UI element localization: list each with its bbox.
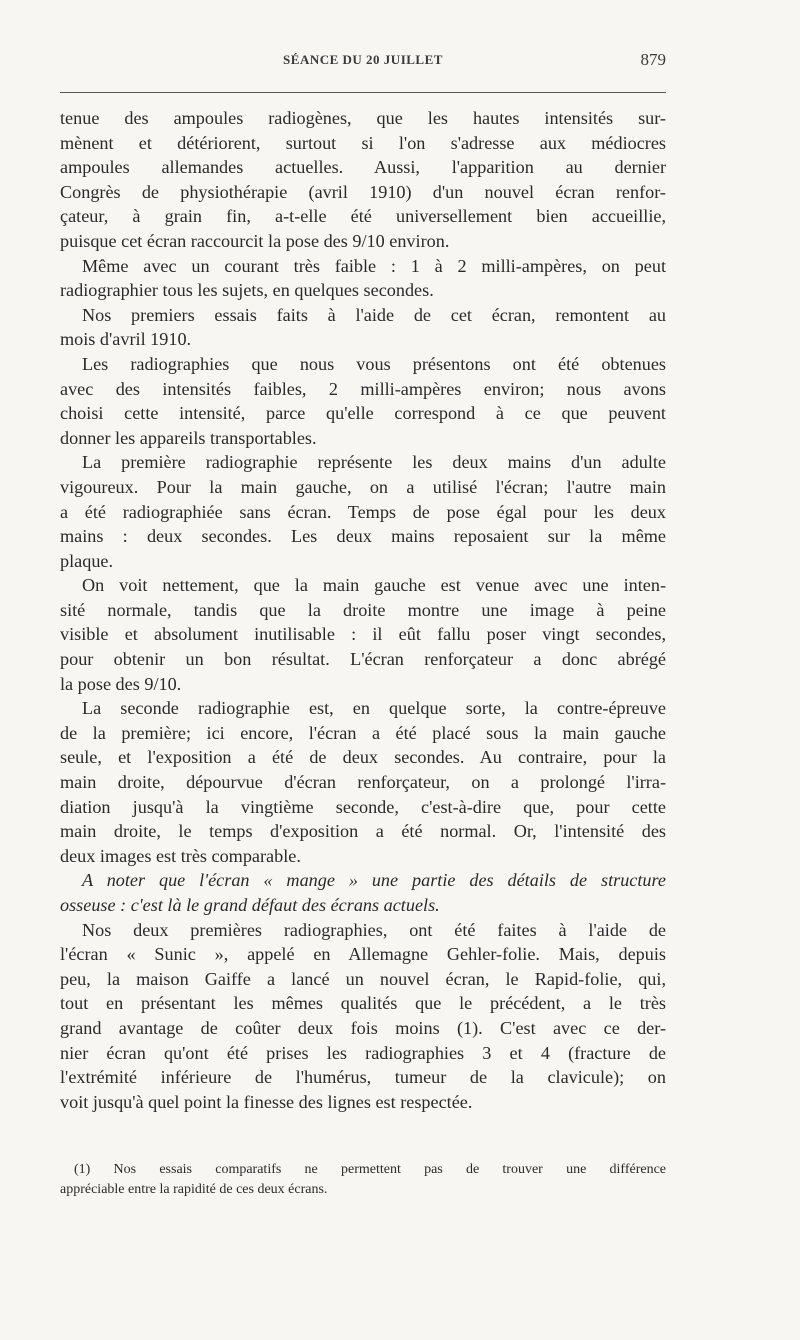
text-line: grand avantage de coûter deux fois moins (1). C'est avec ce der- [60,1017,666,1038]
body-text [60,106,666,1114]
text-line: peu, la maison Gaiffe a lancé un nouvel écran, le Rapid-folie, qui, [60,968,666,989]
text-line: Nos premiers essais faits à l'aide de cet écran, remontent au [82,304,666,325]
text-line: Même avec un courant très faible : 1 à 2 milli-ampères, on peut [82,255,666,276]
text-line: avec des intensités faibles, 2 milli-ampères environ; nous avons [60,378,666,399]
footnote [60,1160,666,1200]
text-line: mains : deux secondes. Les deux mains reposaient sur la même [60,526,666,547]
text-line: pour obtenir un bon résultat. L'écran renforçateur a donc abrégé [60,649,666,670]
text-line: puisque cet écran raccourcit la pose des 9/10 environ. [60,230,450,251]
text-line: On voit nettement, que la main gauche est venue avec une inten- [82,575,666,596]
text-line: l'écran « Sunic », appelé en Allemagne Gehler-folie. Mais, depuis [60,944,666,965]
text-line: La première radiographie représente les deux mains d'un adulte [82,452,666,473]
text-line: osseuse : c'est là le grand défaut des écrans actuels. [60,895,440,915]
page-number: 879 [640,50,666,69]
text-line: çateur, à grain fin, a-t-elle été universellement bien accueillie, [60,206,666,227]
text-line: nier écran qu'ont été prises les radiographies 3 et 4 (fracture de [60,1042,666,1063]
text-line: choisi cette intensité, parce qu'elle correspond à ce que peuvent [60,403,666,424]
footnote-line: appréciable entre la rapidité de ces deux écrans. [60,1182,328,1197]
text-line: diation jusqu'à la vingtième seconde, c'est-à-dire que, pour cette [60,796,666,817]
text-line: seule, et l'exposition a été de deux secondes. Au contraire, pour la [60,747,666,768]
text-line: a été radiographiée sans écran. Temps de pose égal pour les deux [60,501,666,522]
text-line: de la première; ici encore, l'écran a été placé sous la main gauche [60,722,666,743]
text-line: mènent et détériorent, surtout si l'on s'adresse aux médiocres [60,132,666,153]
text-line: deux images est très comparable. [60,845,301,866]
text-line: ampoules allemandes actuelles. Aussi, l'apparition au dernier [60,157,666,178]
text-line: la pose des 9/10. [60,673,182,694]
text-line: donner les appareils transportables. [60,427,317,448]
text-line: visible et absolument inutilisable : il eût fallu poser vingt secondes, [60,624,666,645]
text-line: Nos deux premières radiographies, ont été faites à l'aide de [82,919,666,940]
header-rule [60,92,666,93]
text-line: plaque. [60,550,114,571]
text-line: Les radiographies que nous vous présentons ont été obtenues [82,353,666,374]
text-line: vigoureux. Pour la main gauche, on a utilisé l'écran; l'autre main [60,476,666,497]
text-line: tenue des ampoules radiogènes, que les hautes intensités sur- [60,108,666,128]
text-line: A noter que l'écran « mange » une partie des détails de structure [82,870,666,891]
text-line: main droite, dépourvue d'écran renforçateur, on a prolongé l'irra- [60,772,666,793]
footnote-line: (1) Nos essais comparatifs ne permettent pas de trouver une différence [74,1162,666,1177]
text-line: voit jusqu'à quel point la finesse des lignes est respectée. [60,1091,473,1112]
text-line: main droite, le temps d'exposition a été normal. Or, l'intensité des [60,821,666,842]
text-line: l'extrémité inférieure de l'humérus, tumeur de la clavicule); on [60,1067,666,1088]
text-line: tout en présentant les mêmes qualités que le précédent, a le très [60,993,666,1014]
text-line: La seconde radiographie est, en quelque sorte, la contre-épreuve [82,698,666,719]
running-header-title: SÉANCE DU 20 JUILLET [283,52,443,67]
text-line: Congrès de physiothérapie (avril 1910) d'un nouvel écran renfor- [60,181,666,202]
running-header [60,52,666,76]
text-line: radiographier tous les sujets, en quelques secondes. [60,280,434,301]
text-line: mois d'avril 1910. [60,329,192,350]
text-line: sité normale, tandis que la droite montre une image à peine [60,599,666,620]
